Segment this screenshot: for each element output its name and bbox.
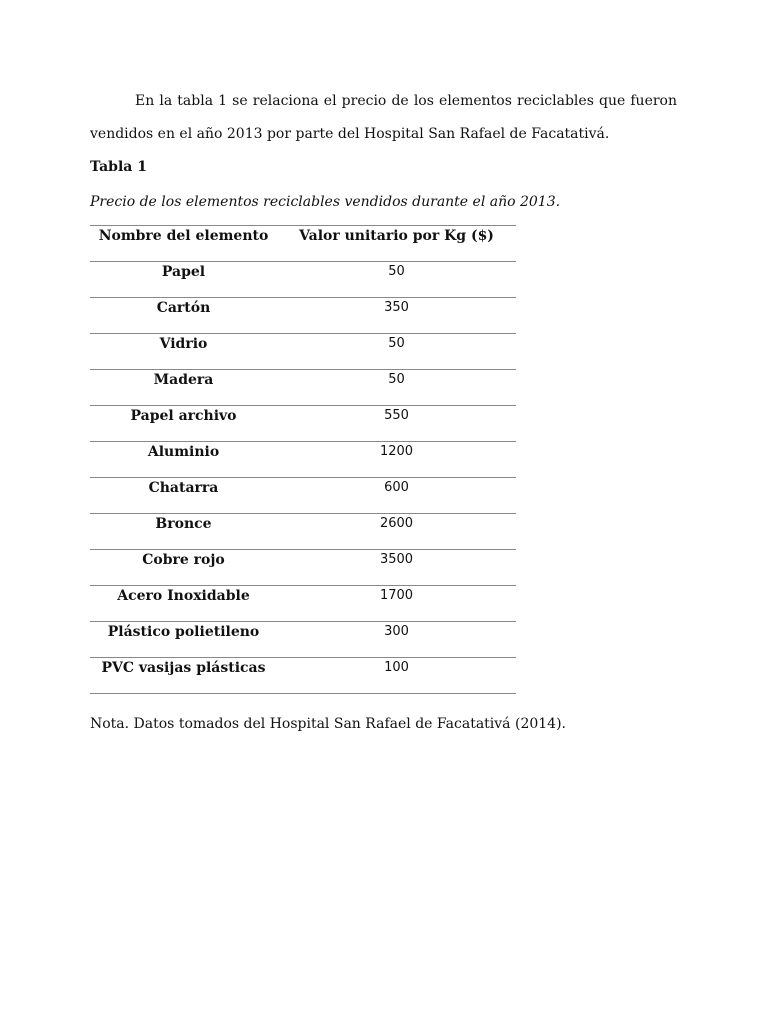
table-row [90,334,516,370]
table-row [90,370,516,406]
cell-unit-value: 50 [277,370,516,406]
cell-unit-value: 600 [277,478,516,514]
cell-element-name: Aluminio [90,442,277,478]
cell-element-name: Papel archivo [90,406,277,442]
cell-unit-value: 100 [277,658,516,694]
table-title: Precio de los elementos reciclables vendidos durante el año 2013. [90,194,561,210]
cell-unit-value: 50 [277,334,516,370]
cell-element-name: PVC vasijas plásticas [90,658,277,694]
cell-unit-value: 550 [277,406,516,442]
cell-unit-value: 1700 [277,586,516,622]
cell-unit-value: 300 [277,622,516,658]
header-unit-value: Valor unitario por Kg ($) [277,226,516,262]
table-label: Tabla 1 [90,159,147,175]
cell-element-name: Cobre rojo [90,550,277,586]
header-element-name: Nombre del elemento [90,226,277,262]
table-row [90,298,516,334]
cell-element-name: Vidrio [90,334,277,370]
cell-element-name: Chatarra [90,478,277,514]
table-row [90,658,516,694]
table-row [90,442,516,478]
cell-unit-value: 1200 [277,442,516,478]
table-row [90,262,516,298]
table-row [90,514,516,550]
cell-element-name: Plástico polietileno [90,622,277,658]
intro-paragraph-line-1: En la tabla 1 se relaciona el precio de los elementos reciclables que fueron [135,93,677,109]
source-note: Nota. Datos tomados del Hospital San Rafael de Facatativá (2014). [90,716,566,732]
cell-element-name: Cartón [90,298,277,334]
cell-unit-value: 350 [277,298,516,334]
table-row [90,478,516,514]
cell-element-name: Madera [90,370,277,406]
table-row [90,550,516,586]
table-row [90,406,516,442]
intro-paragraph-line-2: vendidos en el año 2013 por parte del Hospital San Rafael de Facatativá. [90,126,610,142]
cell-unit-value: 50 [277,262,516,298]
cell-element-name: Papel [90,262,277,298]
cell-element-name: Bronce [90,514,277,550]
prices-table [90,225,516,694]
cell-unit-value: 2600 [277,514,516,550]
table-row [90,622,516,658]
cell-element-name: Acero Inoxidable [90,586,277,622]
table-header-row [90,226,516,262]
cell-unit-value: 3500 [277,550,516,586]
table-row [90,586,516,622]
